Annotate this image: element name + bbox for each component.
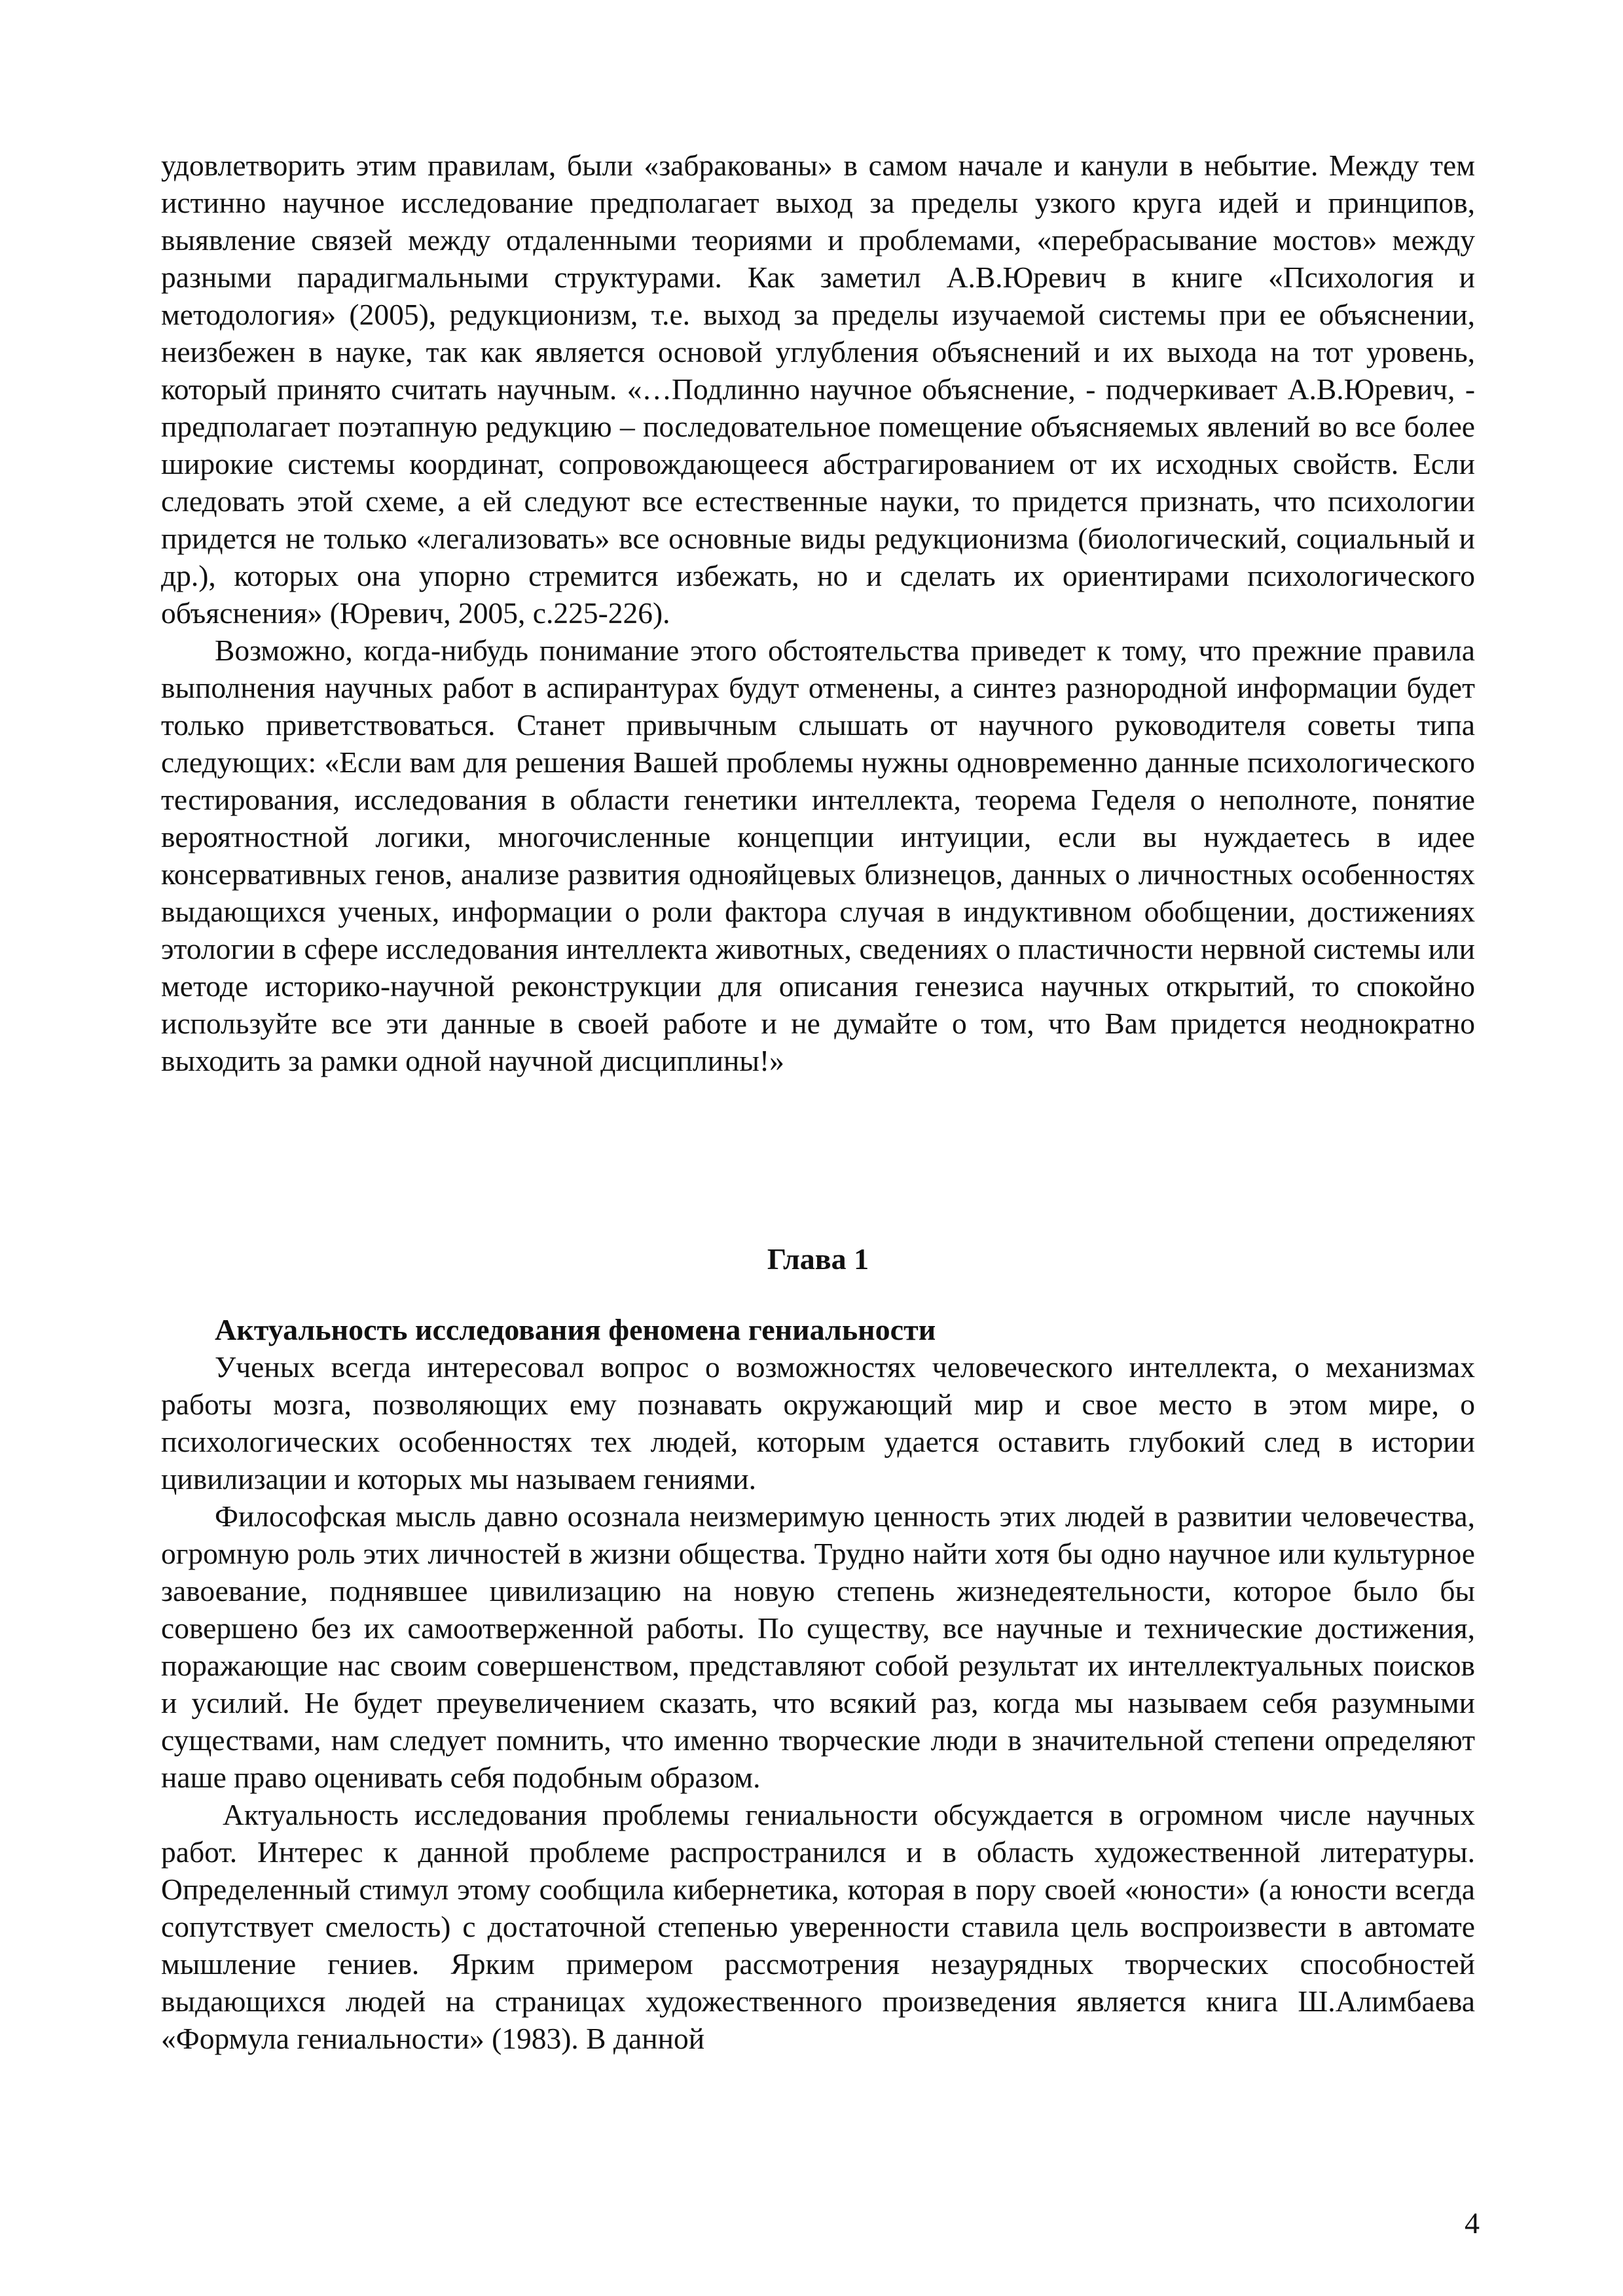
chapter-text-block <box>161 1348 1475 2057</box>
chapter-title: Глава 1 <box>767 1242 869 1276</box>
paragraph-scientists-interest: Ученых всегда интересовал вопрос о возможностях человеческого интеллекта, о механизмах работы мозга, позволяющих ему познавать окружающий мир и свое место в этом мире, о психологических особенностях тех людей, которым удается оставить глубокий след в истории цивилизации и которых мы называем гениями. <box>161 1350 1475 1496</box>
section-title: Актуальность исследования феномена гениальности <box>215 1313 936 1346</box>
paragraph-future-rules: Возможно, когда-нибудь понимание этого обстоятельства приведет к тому, что прежние правила выполнения научных работ в аспирантурах будут отменены, а синтез разнородной информации будет только приветствоваться. Станет привычным слышать от научного руководителя советы типа следующих: «Если вам для решения Вашей проблемы нужны одновременно данные психологического тестирования, исследования в области генетики интеллекта, теорема Геделя о неполноте, понятие вероятностной логики, многочисленные концепции интуиции, если вы нуждаетесь в идее консервативных генов, анализе развития однояйцевых близнецов, данных о личностных особенностях выдающихся ученых, информации о роли фактора случая в индуктивном обобщении, достижениях этологии в сфере исследования интеллекта животных, сведениях о пластичности нервной системы или методе историко-научной реконструкции для описания генезиса научных открытий, то спокойно используйте все эти данные в своей работе и не думайте о том, что Вам придется неоднократно выходить за рамки одной научной дисциплины!» <box>161 634 1475 1077</box>
paragraph-continuation: удовлетворить этим правилам, были «забракованы» в самом начале и канули в небытие. Между тем истинно научное исследование предполагает выход за пределы узкого круга идей и принципов, выявление связей между отдаленными теориями и проблемами, «перебрасывание мостов» между разными парадигмальными структурами. Как заметил А.В.Юревич в книге «Психология и методология» (2005), редукционизм, т.е. выход за пределы изучаемой системы при ее объяснении, неизбежен в науке, так как является основой углубления объяснений и их выхода на тот уровень, который принято считать научным. «…Подлинно научное объяснение, - подчеркивает А.В.Юревич, - предполагает поэтапную редукцию – последовательное помещение объясняемых явлений во все более широкие системы координат, сопровождающееся абстрагированием от их исходных свойств. Если следовать этой схеме, а ей следуют все естественные науки, то придется признать, что психологии придется не только «легализовать» все основные виды редукционизма (биологический, социальный и др.), которых она упорно стремится избежать, но и сделать их ориентирами психологического объяснения» (Юревич, 2005, с.225-226). <box>161 149 1475 630</box>
paragraph-philosophical-thought: Философская мысль давно осознала неизмеримую ценность этих людей в развитии человечества, огромную роль этих личностей в жизни общества. Трудно найти хотя бы одно научное или культурное завоевание, поднявшее цивилизацию на новую степень жизнедеятельности, которое было бы совершено без их самоотверженной работы. По существу, все научные и технические достижения, поражающие нас своим совершенством, представляют собой результат их интеллектуальных поисков и усилий. Не будет преувеличением сказать, что всякий раз, когда мы называем себя разумными существами, нам следует помнить, что именно творческие люди в значительной степени определяют наше право оценивать себя подобным образом. <box>161 1499 1475 1794</box>
page-number: 4 <box>1465 2206 1480 2240</box>
paragraph-relevance: Актуальность исследования проблемы гениальности обсуждается в огромном числе научных работ. Интерес к данной проблеме распространился и в область художественной литературы. Определенный стимул этому сообщила кибернетика, которая в пору своей «юности» (а юности всегда сопутствует смелость) с достаточной степенью уверенности ставила цель воспроизвести в автомате мышление гениев. Ярким примером рассмотрения незаурядных творческих способностей выдающихся людей на страницах художественного произведения является книга Ш.Алимбаева «Формула гениальности» (1983). В данной <box>161 1798 1475 2055</box>
intro-text-block <box>161 147 1475 1079</box>
